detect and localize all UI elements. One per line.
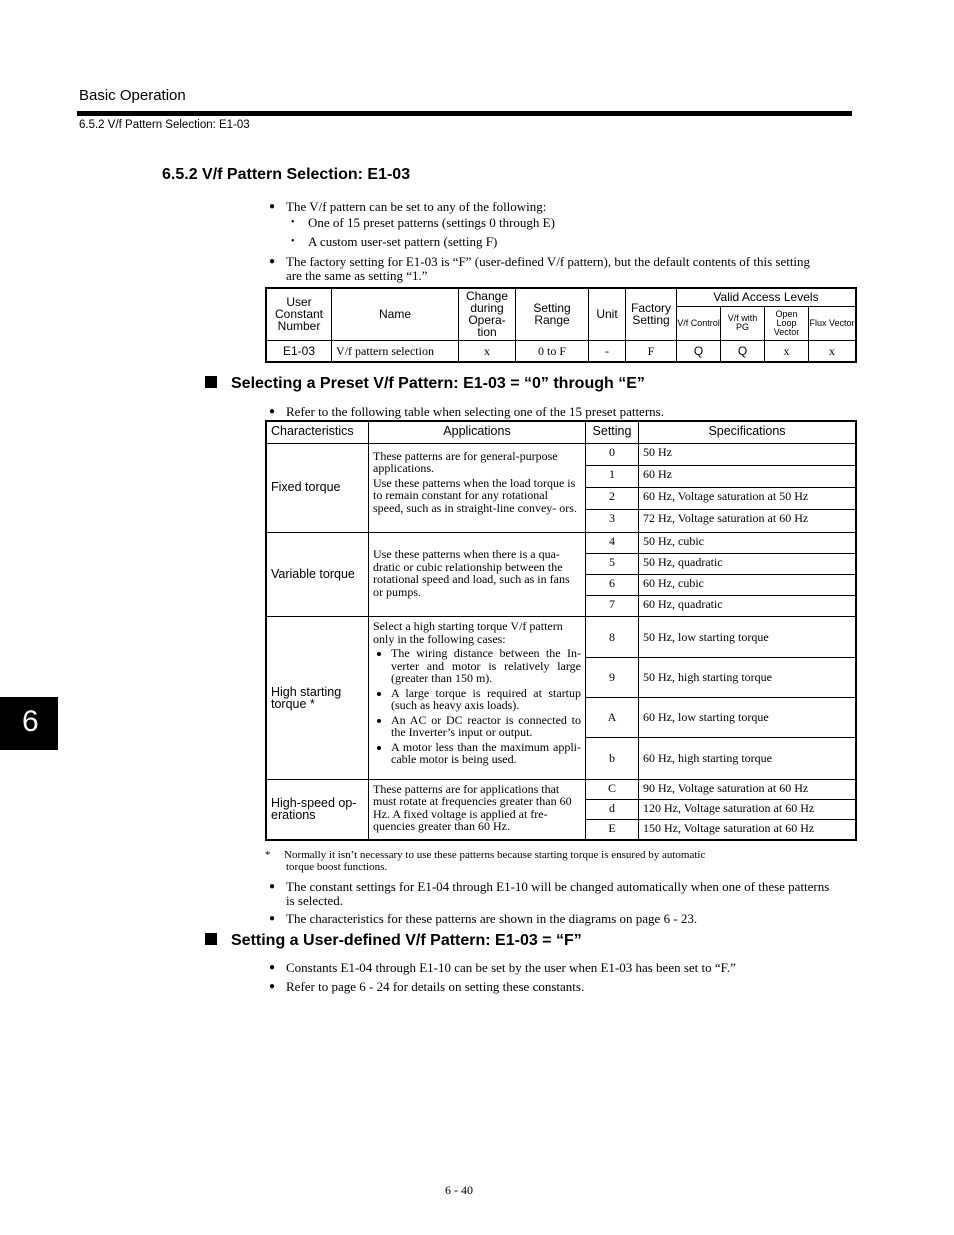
app-high-speed: These patterns are for applications that must rotate at frequencies greater than 60 Hz. A fixed voltage is applied at fre- quencies greater than 60 Hz. [369, 779, 586, 840]
th-user-constant: User Constant Number [266, 288, 332, 340]
th-open-loop: Open Loop Vector [765, 306, 809, 340]
spec-d: 120 Hz, Voltage saturation at 60 Hz [639, 799, 857, 819]
footnote: * Normally it isn’t necessary to use these patterns because starting torque is ensured by automatic torque boost functions. [265, 849, 706, 873]
sub-head: 6.5.2 V/f Pattern Selection: E1-03 [79, 119, 250, 131]
cell-unit: - [589, 340, 626, 362]
setting-9: 9 [586, 657, 639, 697]
high-case-4: • A motor less than the maximum appli- cable motor is being used. [391, 741, 581, 766]
app-variable-torque: Use these patterns when there is a qua- dratic or cubic relationship between the rotational speed and load, such as in fans or pumps. [369, 532, 586, 617]
th-change: Change during Opera- tion [459, 288, 516, 340]
preset-table [265, 420, 857, 841]
spec-b: 60 Hz, high starting torque [639, 738, 857, 779]
setting-c: C [586, 779, 639, 799]
th-vf-pg: V/f with PG [721, 306, 765, 340]
chapter-tab: 6 [0, 697, 58, 750]
user-heading: Setting a User-defined V/f Pattern: E1-03 = “F” [205, 932, 582, 950]
setting-d: d [586, 799, 639, 819]
setting-6: 6 [586, 574, 639, 595]
cell-vfpg: Q [721, 340, 765, 362]
running-head: Basic Operation [79, 87, 186, 104]
spec-4: 50 Hz, cubic [639, 532, 857, 553]
setting-7: 7 [586, 596, 639, 617]
spec-6: 60 Hz, cubic [639, 574, 857, 595]
th-specifications: Specifications [639, 421, 857, 443]
header-rule [77, 111, 852, 116]
intro-bullet-1: ● The V/f pattern can be set to any of the following: [269, 199, 547, 214]
th-range: Setting Range [516, 288, 589, 340]
cell-flux: x [809, 340, 857, 362]
spec-3: 72 Hz, Voltage saturation at 60 Hz [639, 510, 857, 532]
setting-3: 3 [586, 510, 639, 532]
setting-b: b [586, 738, 639, 779]
app-fixed-torque: These patterns are for general-purpose applications. Use these patterns when the load torque is to remain constant for any rotational speed, such as in straight-line convey- ors. [369, 443, 586, 532]
spec-0: 50 Hz [639, 443, 857, 465]
high-case-3: • An AC or DC reactor is connected to the Inverter’s input or output. [391, 714, 581, 739]
th-setting: Setting [586, 421, 639, 443]
spec-2: 60 Hz, Voltage saturation at 50 Hz [639, 488, 857, 510]
intro-bullet-2: ● The factory setting for E1-03 is “F” (user-defined V/f pattern), but the default contents of this setting are the same as setting “1.” [269, 254, 811, 283]
after-bullet-1: ● The constant settings for E1-04 through E1-10 will be changed automatically when one of these patterns is selected. [269, 879, 830, 908]
th-unit: Unit [589, 288, 626, 340]
cell-olv: x [765, 340, 809, 362]
th-vf-control: V/f Control [677, 306, 721, 340]
page-number: 6 - 40 [445, 1183, 473, 1197]
spec-a: 60 Hz, low starting torque [639, 698, 857, 738]
setting-e: E [586, 820, 639, 840]
char-high-starting-torque: High starting torque * [266, 617, 369, 780]
setting-2: 2 [586, 488, 639, 510]
char-high-speed: High-speed op- erations [266, 779, 369, 840]
spec-1: 60 Hz [639, 465, 857, 487]
section-title: 6.5.2 V/f Pattern Selection: E1-03 [162, 166, 411, 183]
th-characteristics: Characteristics [266, 421, 369, 443]
intro-sub-1: • One of 15 preset patterns (settings 0 through E) [291, 215, 555, 230]
preset-bullet: ● Refer to the following table when selecting one of the 15 preset patterns. [269, 404, 664, 419]
setting-4: 4 [586, 532, 639, 553]
th-name: Name [332, 288, 459, 340]
spec-c: 90 Hz, Voltage saturation at 60 Hz [639, 779, 857, 799]
th-valid-levels: Valid Access Levels [677, 288, 857, 306]
th-factory: Factory Setting [626, 288, 677, 340]
cell-name: V/f pattern selection [332, 340, 459, 362]
setting-a: A [586, 698, 639, 738]
setting-0: 0 [586, 443, 639, 465]
char-variable-torque: Variable torque [266, 532, 369, 617]
setting-5: 5 [586, 553, 639, 574]
cell-change: x [459, 340, 516, 362]
intro-sub-2: • A custom user-set pattern (setting F) [291, 234, 498, 249]
spec-e: 150 Hz, Voltage saturation at 60 Hz [639, 820, 857, 840]
constants-table [265, 287, 857, 363]
footnote-mark: * [265, 849, 271, 861]
cell-range: 0 to F [516, 340, 589, 362]
high-case-1: • The wiring distance between the In- verter and motor is relatively large (greater than 150 m). [391, 647, 581, 685]
cell-vf: Q [677, 340, 721, 362]
spec-8: 50 Hz, low starting torque [639, 617, 857, 657]
setting-8: 8 [586, 617, 639, 657]
setting-1: 1 [586, 465, 639, 487]
preset-heading: Selecting a Preset V/f Pattern: E1-03 = “0” through “E” [205, 375, 645, 393]
char-fixed-torque: Fixed torque [266, 443, 369, 532]
spec-7: 60 Hz, quadratic [639, 596, 857, 617]
cell-number: E1-03 [266, 340, 332, 362]
th-applications: Applications [369, 421, 586, 443]
high-case-2: • A large torque is required at startup (such as heavy axis loads). [391, 687, 581, 712]
cell-factory: F [626, 340, 677, 362]
user-bullet-2: ● Refer to page 6 - 24 for details on setting these constants. [269, 979, 585, 994]
user-bullet-1: ● Constants E1-04 through E1-10 can be set by the user when E1-03 has been set to “F.” [269, 960, 736, 975]
spec-5: 50 Hz, quadratic [639, 553, 857, 574]
th-flux-vector: Flux Vector [809, 306, 857, 340]
after-bullet-2: ● The characteristics for these patterns are shown in the diagrams on page 6 - 23. [269, 911, 698, 926]
spec-9: 50 Hz, high starting torque [639, 657, 857, 697]
app-high-starting-torque: Select a high starting torque V/f pattern only in the following cases: • The wiring distance between the In- verter and motor is relatively large (greater than 150 m). • A large torque is required at startup (such as heavy axis loads). • An AC or DC reactor is connected to the Inverter’s input or output. • A motor less than the maximum appli- cable motor is being used. [369, 617, 586, 780]
